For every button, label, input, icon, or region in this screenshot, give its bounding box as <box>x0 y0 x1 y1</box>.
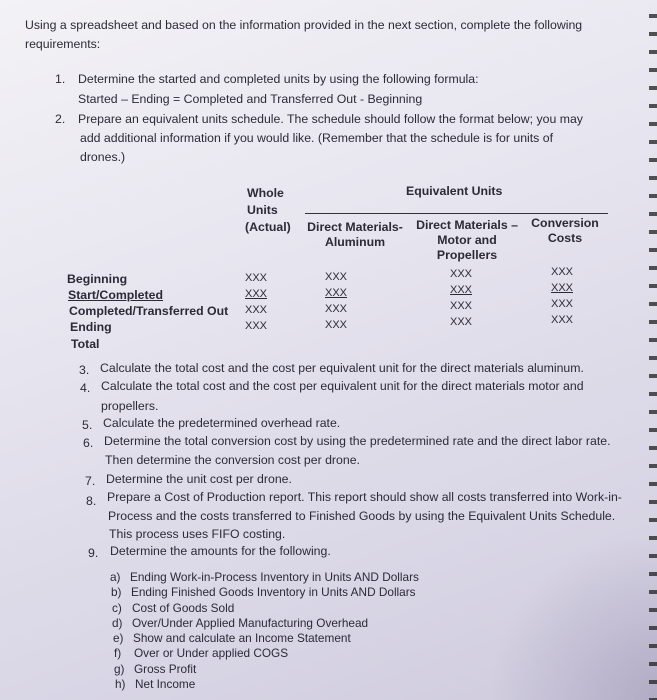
sub-item: g) Gross Profit <box>114 661 197 676</box>
row-total: Total <box>71 337 100 351</box>
cell: XXX <box>245 304 268 316</box>
cell: XXX <box>551 298 574 310</box>
item-text: add additional information if you would like. (Remember that the schedule is for units of <box>80 131 553 145</box>
sub-item: h) Net Income <box>115 677 196 692</box>
header-equivalent-units: Equivalent Units <box>406 184 503 198</box>
sub-item: c) Cost of Goods Sold <box>112 600 235 615</box>
item-number: 4. <box>80 381 91 395</box>
cell: XXX <box>245 288 268 300</box>
sub-item: f) Over or Under applied COGS <box>114 646 289 661</box>
item-text: propellers. <box>101 399 159 413</box>
item-text: This process uses FIFO costing. <box>109 527 286 541</box>
item-number: 9. <box>88 546 99 560</box>
item-number: 8. <box>86 494 97 508</box>
sub-items-list <box>110 570 419 692</box>
cell: XXX <box>450 316 473 328</box>
item-number: 3. <box>79 363 90 377</box>
header-whole: Whole <box>247 186 284 200</box>
item-text: drones.) <box>80 150 126 164</box>
cell: XXX <box>325 319 348 331</box>
col-aluminum-values <box>325 269 347 333</box>
sub-item: b) Ending Finished Goods Inventory in Units AND Dollars <box>111 585 416 600</box>
item-number: 7. <box>85 474 96 488</box>
sub-item: a) Ending Work-in-Process Inventory in Units AND Dollars <box>110 570 419 584</box>
cell: XXX <box>450 284 473 296</box>
cell: XXX <box>245 320 268 332</box>
col-dm-motor: Direct Materials – Motor and Propellers <box>416 218 518 262</box>
col-conversion-values <box>551 264 573 328</box>
item-text: Process and the costs transferred to Finished Goods by using the Equivalent Units Schedule. <box>108 509 616 523</box>
row-start-completed: Start/Completed <box>68 288 163 302</box>
cell: XXX <box>450 268 473 280</box>
intro-line: requirements: <box>25 37 101 51</box>
item-text: Determine the total conversion cost by using the predetermined rate and the direct labor rate. <box>104 434 611 448</box>
item-text: Calculate the total cost and the cost per equivalent unit for the direct materials aluminum. <box>100 361 584 375</box>
col-whole-values <box>245 270 267 334</box>
item-text: Prepare a Cost of Production report. This report should show all costs transferred into Work-in- <box>107 490 622 504</box>
cell: XXX <box>325 271 348 283</box>
col-dm-aluminum: Direct Materials- Aluminum <box>307 220 403 249</box>
col-motor-values <box>450 266 472 330</box>
page-binding-edge <box>649 0 657 700</box>
photo-shadow <box>477 540 657 700</box>
item-text: Then determine the conversion cost per drone. <box>105 453 360 467</box>
sub-item: d) Over/Under Applied Manufacturing Overhead <box>112 615 369 630</box>
item-text: Calculate the total cost and the cost per equivalent unit for the direct materials motor and <box>101 379 584 393</box>
item-number: 5. <box>82 418 93 432</box>
cell: XXX <box>245 272 268 284</box>
item-number: 2. <box>55 112 66 126</box>
row-ending: Ending <box>70 320 112 334</box>
cell: XXX <box>450 300 473 312</box>
header-actual: (Actual) <box>245 220 291 234</box>
header-rule <box>305 213 608 214</box>
cell: XXX <box>551 266 574 278</box>
row-beginning: Beginning <box>67 272 128 286</box>
col-conversion: Conversion Costs <box>531 216 599 245</box>
intro-line: Using a spreadsheet and based on the information provided in the next section, complete the following <box>25 18 583 32</box>
item-number: 1. <box>55 72 66 86</box>
item-number: 6. <box>83 436 94 450</box>
cell: XXX <box>551 314 574 326</box>
item-text: Started – Ending = Completed and Transferred Out - Beginning <box>78 92 423 106</box>
row-completed-transferred: Completed/Transferred Out <box>69 304 229 318</box>
item-text: Determine the started and completed units by using the following formula: <box>78 72 479 86</box>
item-text: Prepare an equivalent units schedule. The schedule should follow the format below; you may <box>78 112 583 126</box>
header-units: Units <box>247 203 278 217</box>
sub-item: e) Show and calculate an Income Statement <box>113 631 351 646</box>
cell: XXX <box>325 303 348 315</box>
item-text: Determine the amounts for the following. <box>110 544 331 558</box>
cell: XXX <box>325 287 348 299</box>
item-text: Calculate the predetermined overhead rate. <box>103 416 341 430</box>
item-text: Determine the unit cost per drone. <box>106 472 292 486</box>
cell: XXX <box>551 282 574 294</box>
